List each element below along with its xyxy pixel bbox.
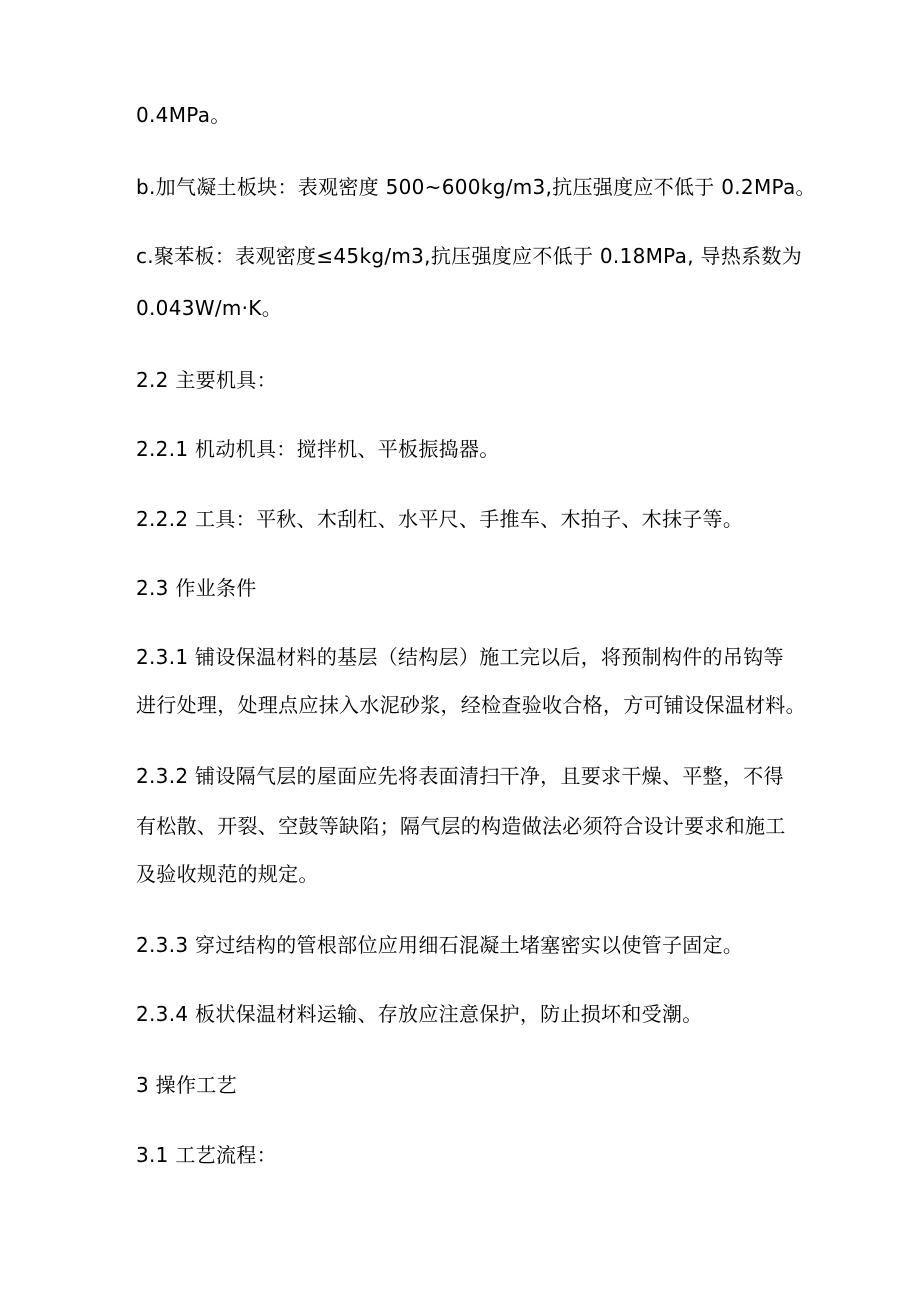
- text-line-2-3-2-part2: 有松散、开裂、空鼓等缺陷；隔气层的构造做法必须符合设计要求和施工: [136, 814, 786, 838]
- text-line-polystyrene-board: c.聚苯板：表观密度≤45kg/m3,抗压强度应不低于 0.18MPa, 导热系数为: [136, 244, 803, 268]
- heading-3-1-process-flow: 3.1 工艺流程：: [136, 1143, 277, 1167]
- text-line-material-strength-continued: 0.4MPa。: [136, 103, 231, 127]
- heading-3-operation-process: 3 操作工艺: [136, 1073, 237, 1097]
- text-line-2-3-1-part1: 2.3.1 铺设保温材料的基层（结构层）施工完以后，将预制构件的吊钩等: [136, 645, 784, 669]
- text-line-thermal-conductivity: 0.043W/m·K。: [136, 296, 283, 320]
- text-line-aerated-concrete-block: b.加气凝土板块：表观密度 500~600kg/m3,抗压强度应不低于 0.2MPa。: [136, 175, 816, 199]
- text-line-2-2-2-tools: 2.2.2 工具：平秋、木刮杠、水平尺、手推车、木拍子、木抹子等。: [136, 507, 744, 531]
- text-line-2-3-2-part1: 2.3.2 铺设隔气层的屋面应先将表面清扫干净，且要求干燥、平整，不得: [136, 764, 784, 788]
- text-line-2-3-2-part3: 及验收规范的规定。: [136, 862, 319, 886]
- text-line-2-3-3: 2.3.3 穿过结构的管根部位应用细石混凝土堵塞密实以使管子固定。: [136, 933, 744, 957]
- heading-2-2-main-tools: 2.2 主要机具：: [136, 368, 277, 392]
- text-line-2-3-4: 2.3.4 板状保温材料运输、存放应注意保护，防止损坏和受潮。: [136, 1002, 703, 1026]
- heading-2-3-work-conditions: 2.3 作业条件: [136, 576, 257, 600]
- text-line-2-3-1-part2: 进行处理，处理点应抹入水泥砂浆，经检查验收合格，方可铺设保温材料。: [136, 693, 806, 717]
- text-line-2-2-1-machinery: 2.2.1 机动机具：搅拌机、平板振捣器。: [136, 437, 500, 461]
